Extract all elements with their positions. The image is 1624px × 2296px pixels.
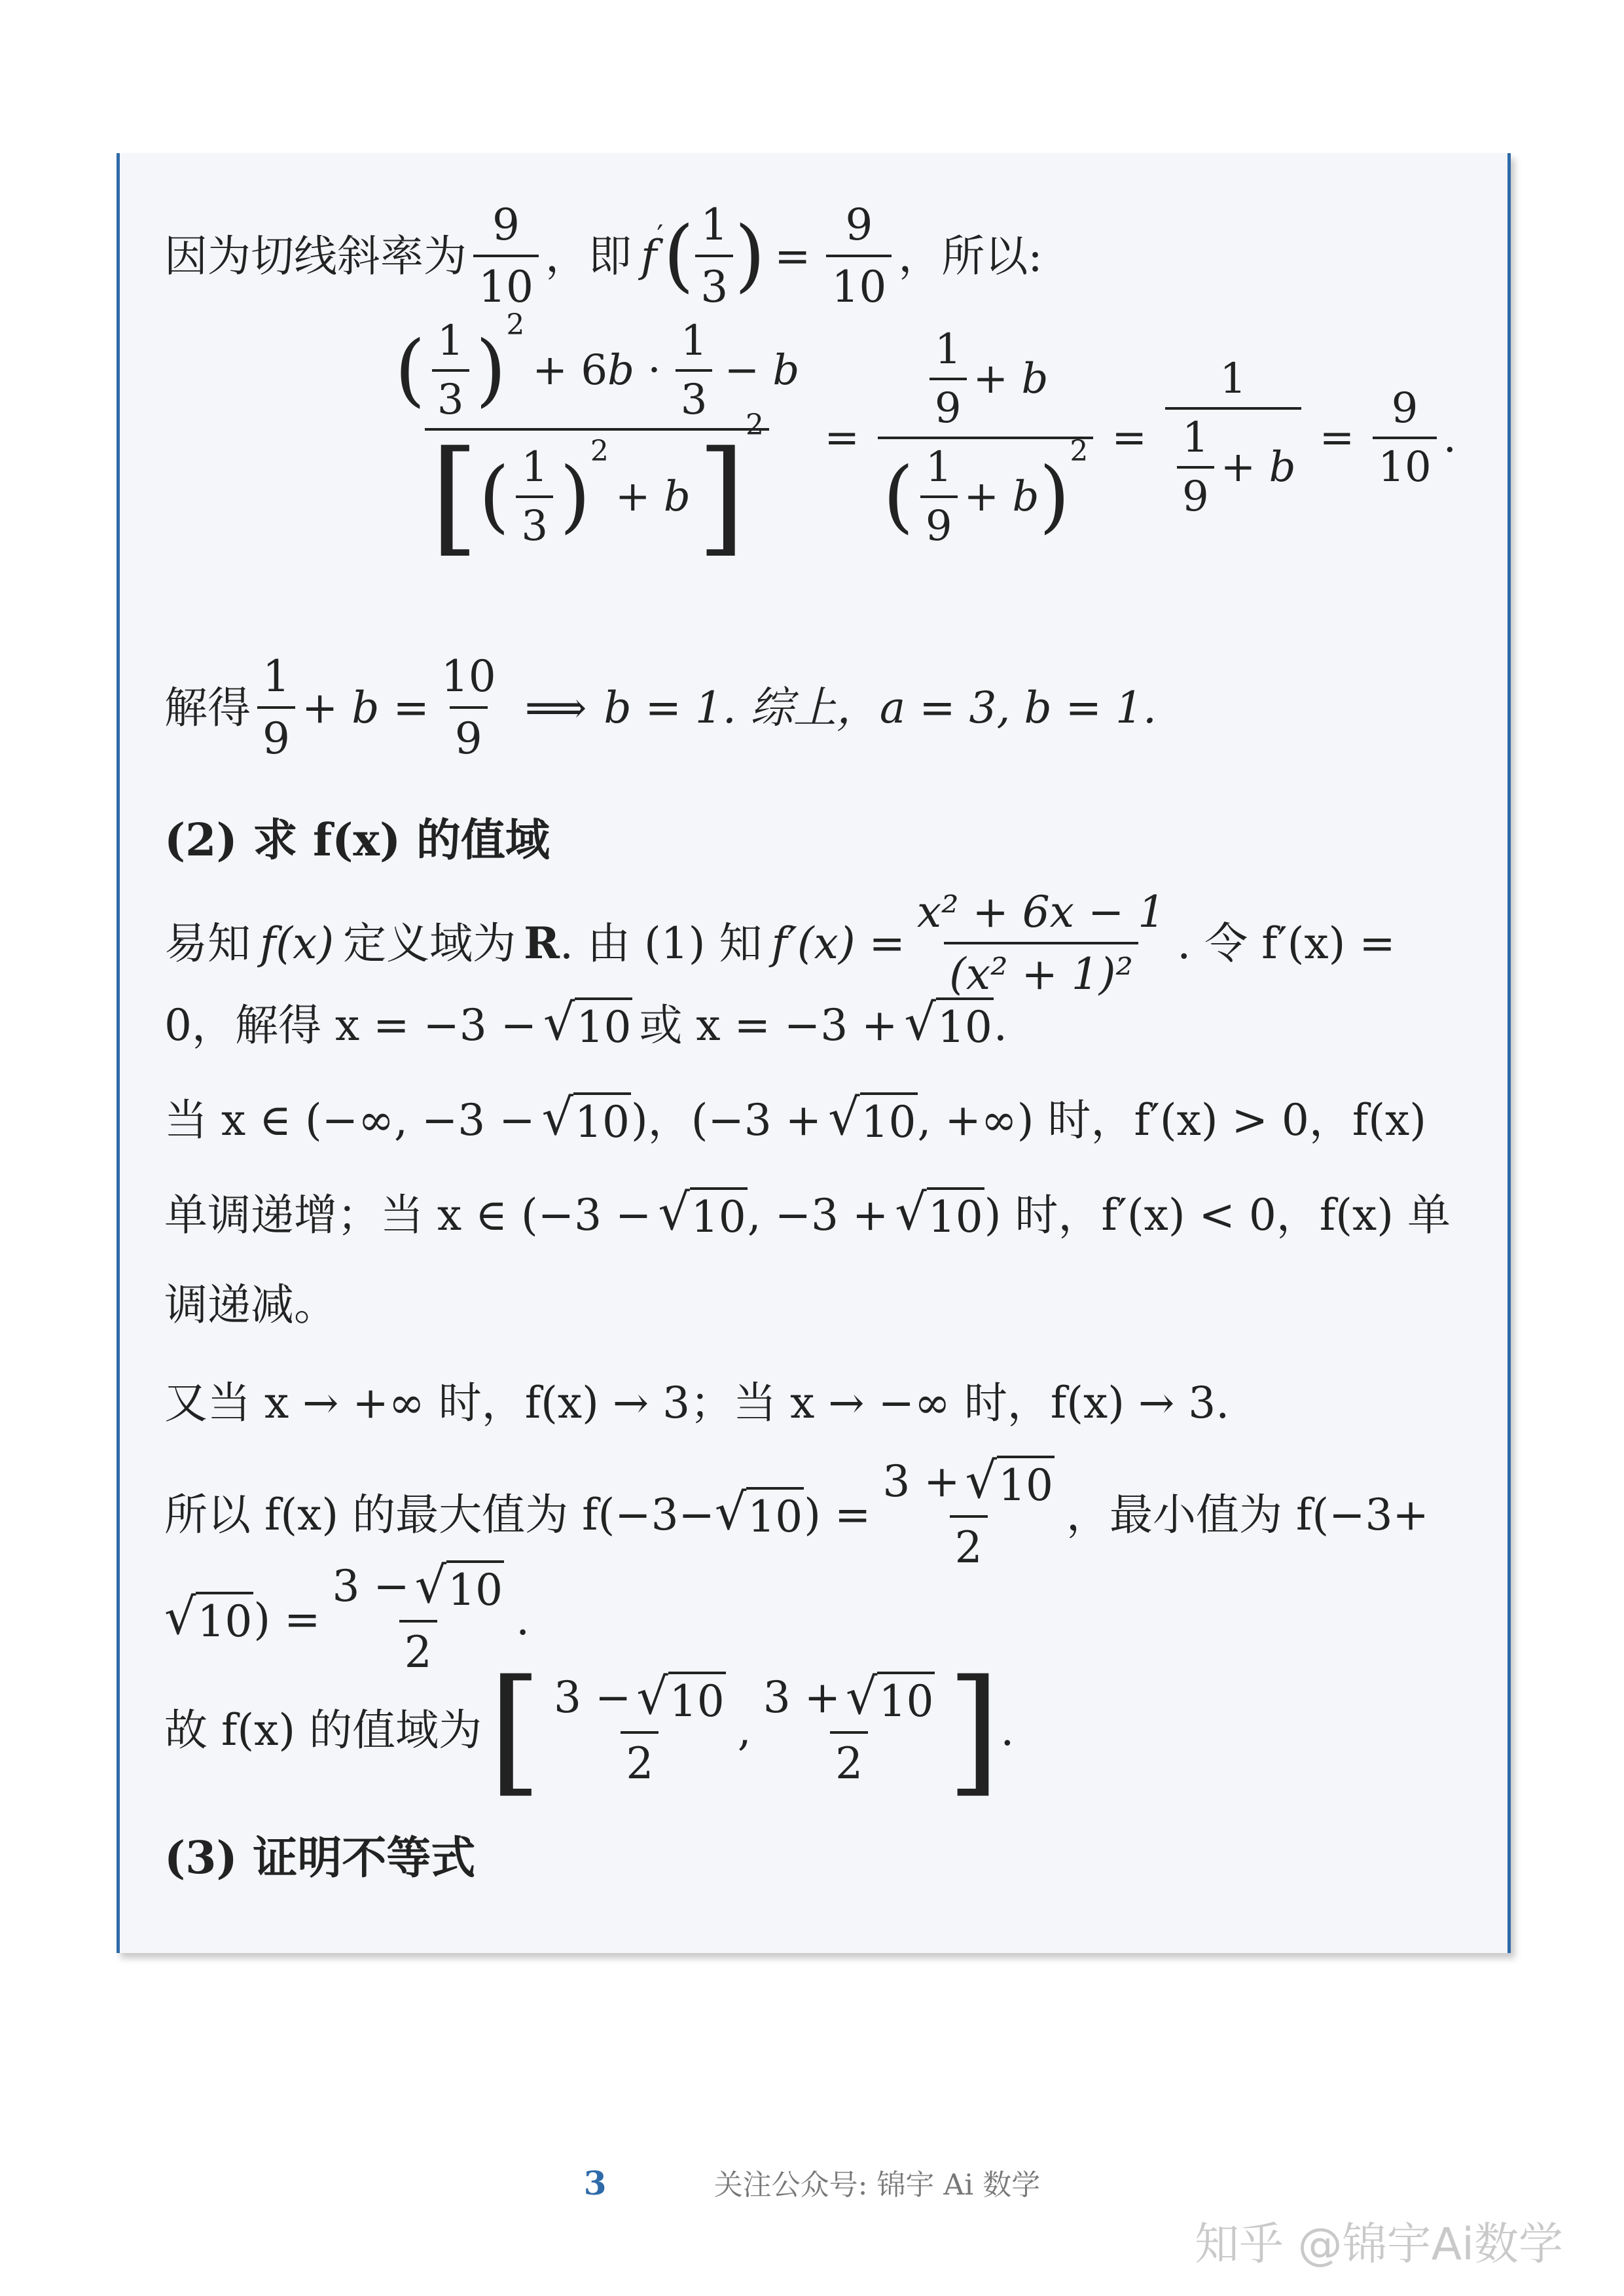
part2-heading: (2) 求 f(x) 的值域 bbox=[164, 814, 550, 867]
intro-line: 因为切线斜率为 $\frac{9}{10}$ ，即 f ′ ( $\frac{1}{3}$ ) = $\frac{9}{10}$ ，所以: bbox=[164, 200, 1043, 313]
min-line: √ 10 ) = 3 − √ 10 2 . bbox=[164, 1556, 530, 1678]
part3-heading: (3) 证明不等式 bbox=[164, 1832, 476, 1884]
increase-line: 当 x ∈ (−∞, −3 − √ 10 )，(−3 + √ 10 , +∞) 时，f′(x) > 0，f(x) bbox=[164, 1088, 1426, 1147]
display-equation: ( $\frac{1}{3}$ ) 2 + 6b · $\frac{1}{3}$ − b [ ( $\frac{1}{3}$ ) 2 + b ] 2 = $\frac{1}{9}$ + b ( $\frac{1}{9}$ + b ) 2 = 1 $\frac{1}{9}$ + b = $\frac{9}{10}$ . bbox=[395, 308, 1456, 569]
solution-card bbox=[117, 153, 1511, 1953]
watermark: 知乎 @锦宇Ai数学 bbox=[1195, 2219, 1564, 2270]
solve-line: 解得 $\frac{1}{9}$ + b = $\frac{10}{9}$ ⟹ b = 1. 综上， a = 3, b = 1. bbox=[164, 651, 1157, 764]
monotonic-line: 单调递增；当 x ∈ (−3 − √ 10 , −3 + √ 10 ) 时，f′(x) < 0，f(x) 单 bbox=[164, 1183, 1451, 1242]
slope-fraction: $\frac{9}{10}$ bbox=[473, 199, 539, 313]
page-number: 3 bbox=[583, 2164, 607, 2202]
intro-text-3: ，所以: bbox=[898, 230, 1043, 281]
decrease-line: 调递减。 bbox=[164, 1280, 337, 1330]
footer-text: 关注公众号: 锦宇 Ai 数学 bbox=[713, 2168, 1041, 2202]
roots-line: 0，解得 x = −3 − √ 10 或 x = −3 + √ 10 . bbox=[164, 993, 1007, 1052]
limit-line: 又当 x → +∞ 时，f(x) → 3；当 x → −∞ 时，f(x) → 3. bbox=[164, 1378, 1230, 1428]
derivative-fraction: $\frac{\text{x² + 6x − 1}}{\text{(x² + 1)²}}$ bbox=[916, 887, 1166, 1000]
intro-text: 因为切线斜率为 bbox=[164, 230, 467, 281]
range-line: 故 f(x) 的值域为 [ 3 − √ 10 2 , 3 + √ 10 2 ] . bbox=[164, 1650, 1015, 1810]
page-footer bbox=[0, 2161, 1624, 2203]
domain-line: 易知 f(x) 定义域为 R . 由 (1) 知 f′(x) = $\frac{\text{x² + 6x − 1}}{\text{(x² + 1)²}}$ . 令 f′(x) = bbox=[164, 887, 1396, 1000]
intro-text-2: ，即 bbox=[545, 230, 632, 281]
max-line: 所以 f(x) 的最大值为 f(−3− √ 10 ) = 3 + √ 10 2 ，最小值为 f(−3+ bbox=[164, 1451, 1429, 1573]
